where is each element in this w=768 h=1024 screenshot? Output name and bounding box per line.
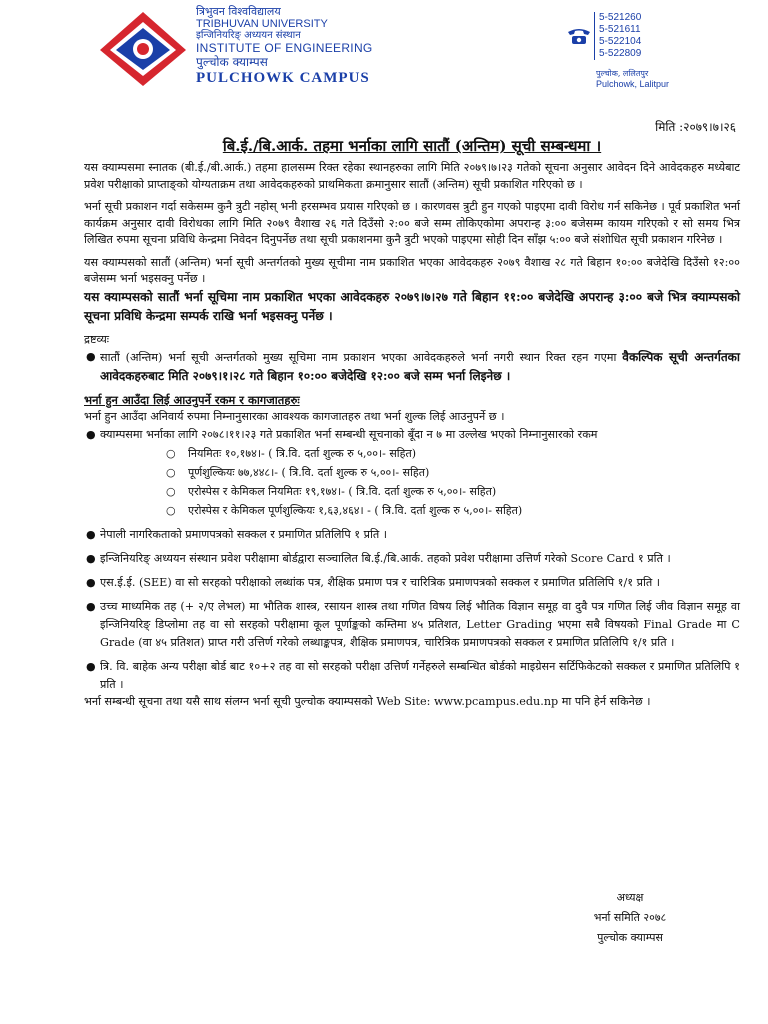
document-item-text: नेपाली नागरिकताको प्रमाणपत्रको सक्कल र प्रमाणित प्रतिलिपि १ प्रति । [100, 527, 388, 541]
letterhead [0, 0, 768, 100]
circle-bullet-icon: ○ [166, 503, 176, 517]
signatory-title: अध्यक्ष [616, 891, 644, 904]
documents-list [84, 426, 740, 694]
circle-bullet-icon: ○ [166, 465, 176, 479]
document-item-text: उच्च माध्यमिक तह (+ २/ए लेभल) मा भौतिक शास्त्र, रसायन शास्त्र तथा गणित विषय लिई भौतिक विज्ञान समूह वा दुवै पत्र गणित लिई जीव विज्ञान समूह वा इन्जिनियरिङ्‌ डिप्लोमा तह वा सो सरहको परीक्षामा कूल पूर्णाङ्कको कम्तिमा ४५ प्रतिशत, Letter Grading भएमा सबै विषयको Final Grade मा C Grade (वा ४५ प्रतिशत) प्राप्त गरी उत्तिर्ण गरेको लब्धाङ्कपत्र, शैक्षिक प्रमाणपत्र, चारित्रिक प्रमाणपत्रको सक्कल र प्रमाणित प्रतिलिपि १/१ प्रति । [100, 599, 740, 649]
paragraph-claims: भर्ना सूची प्रकाशन गर्दा सकेसम्म कुनै त्रुटी नहोस् भनी हरसम्भव प्रयास गरिएको छ । कारणवस त्रुटी हुन गएको पाइएमा दावी विरोध गर्न सकिनेछ । पूर्व प्रकाशित भर्ना कार्यक्रम अनुसार दावी विरोधका लागि मिति २०७९ वैशाख २६ गते दिउँसो २:०० बजे सम्म तोकिएकोमा अपरान्ह ३:०० बजेसम्म कायम गरिएको र सो समय भित्र लिखित रुपमा सूचना प्रविधि केन्द्रमा निवेदन दिनुपर्नेछ तथा सूची प्रकाशनमा कुनै त्रुटी भएको पाइएमा सोही दिन साँझ ५:०० बजे संशोधित सूची प्रकाशन गरिनेछ । [84, 200, 740, 246]
phone-number: 5-521260 [599, 12, 642, 23]
list-item [84, 574, 740, 592]
signatory-campus: पुल्चोक क्याम्पस [597, 931, 663, 944]
bullet-icon: ● [86, 659, 96, 673]
tu-logo-icon [98, 10, 188, 88]
contact-block [560, 8, 730, 88]
institute-name-np: इन्जिनियरिङ्‌ अध्ययन संस्थान [196, 30, 301, 41]
university-name-np: त्रिभुवन विश्वविद्यालय [196, 5, 281, 18]
circle-bullet-icon: ○ [166, 484, 176, 498]
bullet-icon: ● [86, 527, 96, 541]
campus-name-en: PULCHOWK CAMPUS [196, 70, 370, 86]
circle-bullet-icon: ○ [166, 446, 176, 460]
notice-body [84, 118, 740, 710]
phone-number: 5-522104 [599, 36, 642, 47]
list-item [84, 348, 740, 386]
telephone-icon [566, 26, 592, 46]
phone-number: 5-522809 [599, 48, 642, 59]
paragraph-admission-bold: यस क्याम्पसको सातौं भर्ना सूचिमा नाम प्रकाशित भएका आवेदकहरु २०७९।७।२७ गते बिहान ११:०० बजेदेखि अपरान्ह ३:०० बजे भित्र क्याम्पसको सूचना प्रविधि केन्द्रमा सम्पर्क राखि भर्ना भइसक्नु पर्नेछ । [84, 289, 740, 323]
note-text-bold: वैकल्पिक सूची अन्तर्गतका आवेदकहरुबाट मिति २०७९।१।२८ गते बिहान १०:०० बजेदेखि १२:०० बजे सम्म भर्ना लिइनेछ । [100, 350, 741, 383]
note-list [84, 348, 740, 386]
bullet-icon: ● [86, 551, 96, 565]
bullet-icon: ● [86, 350, 96, 363]
document-item-text: त्रि. वि. बाहेक अन्य परीक्षा बोर्ड बाट १०+२ तह वा सो सरहको परीक्षा उत्तिर्ण गर्नेहरुले सम्बन्धित बोर्डको माइग्रेसन सर्टिफिकेटको सक्कल र प्रमाणित प्रतिलिपि १ प्रति । [100, 659, 740, 691]
list-item [84, 598, 740, 652]
fee-text: एरोस्पेस र केमिकल पूर्णशुल्कियः १,६३,४६४। - ( त्रि.वि. दर्ता शुल्क रु ५,००।- सहित) [188, 503, 523, 517]
address-en: Pulchowk, Lalitpur [596, 79, 670, 89]
fee-text: पूर्णशुल्कियः ७७,४४८।- ( त्रि.वि. दर्ता शुल्क रु ५,००।- सहित) [188, 465, 430, 479]
phone-list [594, 12, 641, 60]
university-name-en: TRIBHUVAN UNIVERSITY [196, 18, 328, 30]
fee-item [166, 463, 740, 482]
address [596, 68, 669, 90]
bullet-icon: ● [86, 575, 96, 589]
fee-text: नियमितः १०,१७४।- ( त्रि.वि. दर्ता शुल्क रु ५,००।- सहित) [188, 446, 417, 460]
phone-number: 5-521611 [599, 24, 641, 35]
fee-item [166, 482, 740, 501]
document-item-text: इन्जिनियरिङ्‌ अध्ययन संस्थान प्रवेश परीक्षामा बोर्डद्वारा सञ्चालित बि.ई./बि.आर्क. तहको प्रवेश परीक्षामा उत्तिर्ण गरेको Score Card १ प्रति । [100, 551, 671, 565]
list-item [84, 550, 740, 568]
institution-name-block [196, 6, 516, 87]
document-item-text: एस.ई.ई. (SEE) वा सो सरहको परीक्षाको लब्धांक पत्र, शैक्षिक प्रमाण पत्र र चारित्रिक प्रमाणपत्रको सक्कल र प्रमाणित प्रतिलिपि १/१ प्रति । [100, 575, 661, 589]
note-label: द्रष्टव्यः [84, 332, 110, 346]
list-item [84, 426, 740, 520]
institute-name-en: INSTITUTE OF ENGINEERING [196, 41, 373, 55]
note-text: सातौं (अन्तिम) भर्ना सूची अन्तर्गतको मुख्य सूचिमा नाम प्रकाशन भएका आवेदकहरुले भर्ना नगरी स्थान रिक्त रहन गएमा [100, 351, 623, 364]
list-item [84, 658, 740, 694]
notice-date: मिति :२०७९।७।२६ [655, 120, 736, 134]
campus-name-np: पुल्चोक क्याम्पस [196, 55, 268, 69]
fee-list [166, 444, 740, 520]
bullet-icon: ● [86, 427, 96, 441]
bullet-icon: ● [86, 599, 96, 613]
document-item-text: क्याम्पसमा भर्नाका लागि २०७८।११।२३ गते प्रकाशित भर्ना सम्बन्धी सूचनाको बूँदा न ७ मा उल्लेख भएको निम्नानुसारको रकम [100, 427, 598, 441]
list-item [84, 526, 740, 544]
signatory-committee: भर्ना समिति २०७८ [593, 911, 667, 924]
fee-item [166, 444, 740, 463]
notice-title: बि.ई./बि.आर्क. तहमा भर्नाका लागि सातौं (अन्तिम) सूची सम्बन्धमा । [222, 137, 602, 155]
fee-text: एरोस्पेस र केमिकल नियमितः १९,१७४।- ( त्रि.वि. दर्ता शुल्क रु ५,००।- सहित) [188, 484, 497, 498]
address-np: पुल्चोक, ललितपुर [596, 69, 649, 78]
fee-item [166, 501, 740, 520]
paragraph-intro: यस क्याम्पसमा स्नातक (बी.ई./बी.आर्क.) तहमा हालसम्म रिक्त रहेका स्थानहरुका लागि मिति २०७९।७।२३ गतेको सूचना अनुसार आवेदन दिने आवेदकहरु मध्येबाट प्रवेश परीक्षाको प्राप्ताङ्‌को योग्यताक्रम तथा आवेदकहरुको प्राथमिकता क्रमानुसार सातौं (अन्तिम) सूची प्रकाशित गरिएको छ । [84, 161, 740, 191]
documents-heading: भर्ना हुन आउँदा लिई आउनुपर्ने रकम र कागजातहरुः [84, 393, 300, 407]
documents-intro: भर्ना हुन आउँदा अनिवार्य रुपमा निम्नानुसारका आवश्यक कागजातहरु तथा भर्ना शुल्क लिई आउनुपर्ने छ । [84, 410, 505, 423]
closing-paragraph: भर्ना सम्बन्धी सूचना तथा यसै साथ संलग्न भर्ना सूची पुल्चोक क्याम्पसको Web Site: www.pcampus.edu.np मा पनि हेर्न सकिनेछ । [84, 694, 651, 708]
signature-block [560, 888, 700, 948]
paragraph-admission-time: यस क्याम्पसको सातौं (अन्तिम) भर्ना सूची अन्तर्गतको मुख्य सूचीमा नाम प्रकाशित भएका आवेदकहरु २०७९ वैशाख २८ गते बिहान १०:०० बजेदेखि दिउँसो १२:०० बजेसम्म भर्ना भइसक्नु पर्नेछ । [84, 255, 740, 285]
